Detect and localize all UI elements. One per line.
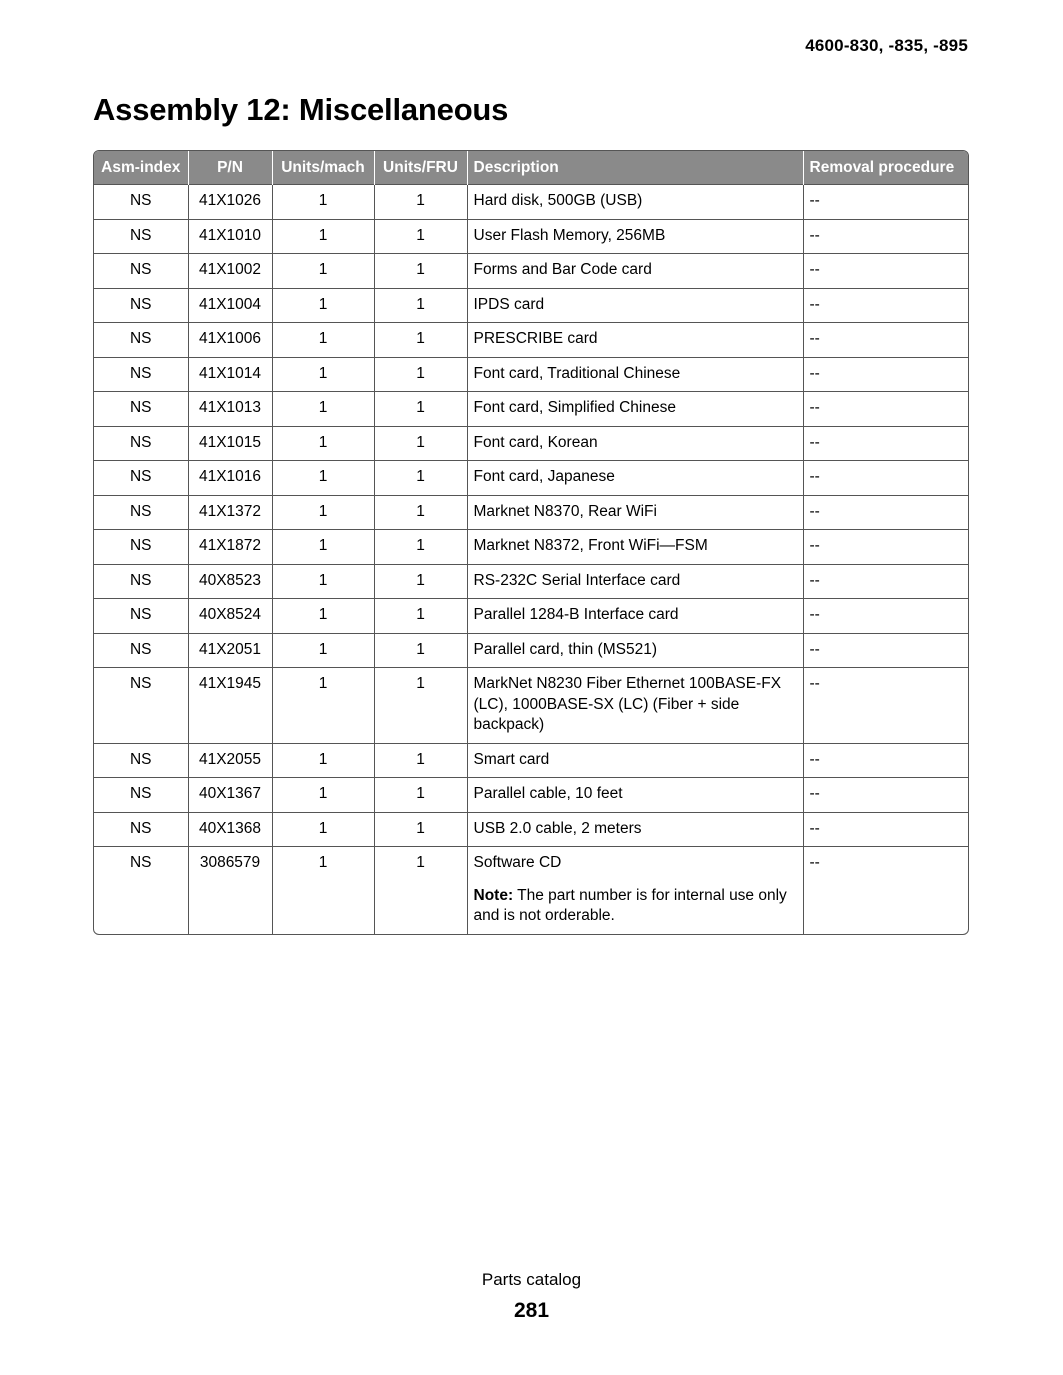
cell-units-fru: 1	[374, 185, 467, 220]
cell-description: Hard disk, 500GB (USB)	[467, 185, 803, 220]
cell-part-number: 41X1016	[188, 461, 272, 496]
table-header-row	[94, 151, 969, 185]
column-header-units-fru: Units/FRU	[374, 151, 467, 185]
cell-units-fru: 1	[374, 668, 467, 744]
cell-description: Font card, Korean	[467, 426, 803, 461]
cell-units-mach: 1	[272, 743, 374, 778]
table-row	[94, 219, 969, 254]
column-header-part-number: P/N	[188, 151, 272, 185]
page-title: Assembly 12: Miscellaneous	[93, 92, 509, 127]
cell-part-number: 41X1026	[188, 185, 272, 220]
table-row	[94, 323, 969, 358]
cell-removal-procedure: --	[803, 778, 969, 813]
cell-asm-index: NS	[94, 461, 188, 496]
cell-part-number: 41X1015	[188, 426, 272, 461]
cell-description: Parallel 1284-B Interface card	[467, 599, 803, 634]
cell-asm-index: NS	[94, 668, 188, 744]
cell-asm-index: NS	[94, 288, 188, 323]
cell-part-number: 41X1006	[188, 323, 272, 358]
footer-section-label: Parts catalog	[481, 1270, 582, 1289]
cell-units-fru: 1	[374, 219, 467, 254]
cell-removal-procedure: --	[803, 185, 969, 220]
cell-asm-index: NS	[94, 323, 188, 358]
cell-asm-index: NS	[94, 530, 188, 565]
table-row	[94, 812, 969, 847]
table-row	[94, 461, 969, 496]
table-row	[94, 743, 969, 778]
cell-asm-index: NS	[94, 219, 188, 254]
cell-description: USB 2.0 cable, 2 meters	[467, 812, 803, 847]
cell-asm-index: NS	[94, 847, 188, 934]
cell-removal-procedure: --	[803, 847, 969, 934]
parts-table	[94, 151, 969, 934]
column-header-description: Description	[467, 151, 803, 185]
table-row	[94, 633, 969, 668]
cell-part-number: 41X1002	[188, 254, 272, 289]
cell-asm-index: NS	[94, 495, 188, 530]
cell-removal-procedure: --	[803, 392, 969, 427]
table-row	[94, 778, 969, 813]
cell-description: RS-232C Serial Interface card	[467, 564, 803, 599]
cell-part-number: 41X2051	[188, 633, 272, 668]
cell-description: Font card, Japanese	[467, 461, 803, 496]
cell-units-fru: 1	[374, 530, 467, 565]
cell-description: Font card, Simplified Chinese	[467, 392, 803, 427]
cell-units-fru: 1	[374, 778, 467, 813]
cell-units-fru: 1	[374, 323, 467, 358]
cell-part-number: 41X1872	[188, 530, 272, 565]
cell-units-mach: 1	[272, 847, 374, 934]
table-row	[94, 392, 969, 427]
cell-units-mach: 1	[272, 812, 374, 847]
cell-units-mach: 1	[272, 495, 374, 530]
cell-removal-procedure: --	[803, 288, 969, 323]
cell-units-mach: 1	[272, 564, 374, 599]
cell-asm-index: NS	[94, 743, 188, 778]
cell-asm-index: NS	[94, 599, 188, 634]
cell-description: Parallel cable, 10 feet	[467, 778, 803, 813]
cell-removal-procedure: --	[803, 254, 969, 289]
cell-units-fru: 1	[374, 633, 467, 668]
column-header-asm-index: Asm-index	[94, 151, 188, 185]
description-text: Software CD	[473, 854, 562, 871]
cell-part-number: 40X8523	[188, 564, 272, 599]
cell-description: Marknet N8372, Front WiFi—FSM	[467, 530, 803, 565]
cell-units-mach: 1	[272, 633, 374, 668]
cell-units-mach: 1	[272, 323, 374, 358]
note-label: Note:	[473, 886, 514, 904]
cell-part-number: 41X1014	[188, 357, 272, 392]
note-text: The part number is for internal use only and is not orderable.	[473, 886, 787, 924]
cell-description: PRESCRIBE card	[467, 323, 803, 358]
cell-asm-index: NS	[94, 185, 188, 220]
cell-description: Smart card	[467, 743, 803, 778]
cell-part-number: 41X1004	[188, 288, 272, 323]
cell-removal-procedure: --	[803, 812, 969, 847]
cell-part-number: 41X1372	[188, 495, 272, 530]
cell-units-mach: 1	[272, 668, 374, 744]
cell-description: IPDS card	[467, 288, 803, 323]
cell-removal-procedure: --	[803, 426, 969, 461]
table-row	[94, 288, 969, 323]
cell-units-fru: 1	[374, 743, 467, 778]
cell-units-fru: 1	[374, 495, 467, 530]
cell-removal-procedure: --	[803, 564, 969, 599]
cell-removal-procedure: --	[803, 461, 969, 496]
table-row	[94, 564, 969, 599]
cell-units-fru: 1	[374, 599, 467, 634]
cell-units-mach: 1	[272, 185, 374, 220]
cell-units-mach: 1	[272, 778, 374, 813]
cell-description: Forms and Bar Code card	[467, 254, 803, 289]
table-row	[94, 847, 969, 934]
cell-units-mach: 1	[272, 288, 374, 323]
cell-units-mach: 1	[272, 599, 374, 634]
cell-units-mach: 1	[272, 219, 374, 254]
parts-table-container	[93, 150, 969, 935]
table-row	[94, 357, 969, 392]
cell-units-mach: 1	[272, 426, 374, 461]
column-header-units-mach: Units/mach	[272, 151, 374, 185]
cell-units-fru: 1	[374, 461, 467, 496]
cell-removal-procedure: --	[803, 357, 969, 392]
cell-description: User Flash Memory, 256MB	[467, 219, 803, 254]
table-row	[94, 530, 969, 565]
cell-units-mach: 1	[272, 357, 374, 392]
cell-units-mach: 1	[272, 461, 374, 496]
cell-asm-index: NS	[94, 812, 188, 847]
table-row	[94, 495, 969, 530]
cell-units-fru: 1	[374, 564, 467, 599]
parts-table-body	[94, 185, 969, 934]
cell-asm-index: NS	[94, 778, 188, 813]
cell-removal-procedure: --	[803, 599, 969, 634]
cell-description: Parallel card, thin (MS521)	[467, 633, 803, 668]
cell-asm-index: NS	[94, 357, 188, 392]
cell-units-fru: 1	[374, 288, 467, 323]
cell-units-fru: 1	[374, 357, 467, 392]
cell-part-number: 41X2055	[188, 743, 272, 778]
cell-description	[467, 847, 803, 934]
cell-part-number: 40X8524	[188, 599, 272, 634]
cell-removal-procedure: --	[803, 323, 969, 358]
cell-removal-procedure: --	[803, 530, 969, 565]
cell-units-fru: 1	[374, 847, 467, 934]
model-number-header: 4600-830, -835, -895	[805, 36, 968, 55]
cell-description: Marknet N8370, Rear WiFi	[467, 495, 803, 530]
table-row	[94, 426, 969, 461]
cell-removal-procedure: --	[803, 633, 969, 668]
table-row	[94, 599, 969, 634]
cell-asm-index: NS	[94, 392, 188, 427]
cell-asm-index: NS	[94, 633, 188, 668]
cell-removal-procedure: --	[803, 668, 969, 744]
cell-units-fru: 1	[374, 254, 467, 289]
cell-description: Font card, Traditional Chinese	[467, 357, 803, 392]
cell-part-number: 40X1368	[188, 812, 272, 847]
cell-part-number: 41X1010	[188, 219, 272, 254]
note	[474, 886, 797, 927]
column-header-removal-procedure: Removal procedure	[803, 151, 969, 185]
cell-description: MarkNet N8230 Fiber Ethernet 100BASE-FX (LC), 1000BASE-SX (LC) (Fiber + side backpack)	[467, 668, 803, 744]
cell-removal-procedure: --	[803, 743, 969, 778]
cell-asm-index: NS	[94, 564, 188, 599]
cell-asm-index: NS	[94, 254, 188, 289]
table-row	[94, 668, 969, 744]
cell-units-fru: 1	[374, 812, 467, 847]
cell-part-number: 41X1945	[188, 668, 272, 744]
cell-units-mach: 1	[272, 254, 374, 289]
cell-removal-procedure: --	[803, 219, 969, 254]
cell-part-number: 41X1013	[188, 392, 272, 427]
cell-units-mach: 1	[272, 530, 374, 565]
cell-part-number: 40X1367	[188, 778, 272, 813]
cell-units-mach: 1	[272, 392, 374, 427]
cell-part-number: 3086579	[188, 847, 272, 934]
cell-removal-procedure: --	[803, 495, 969, 530]
cell-units-fru: 1	[374, 392, 467, 427]
cell-units-fru: 1	[374, 426, 467, 461]
table-row	[94, 254, 969, 289]
table-row	[94, 185, 969, 220]
page-number: 281	[513, 1299, 550, 1322]
cell-asm-index: NS	[94, 426, 188, 461]
